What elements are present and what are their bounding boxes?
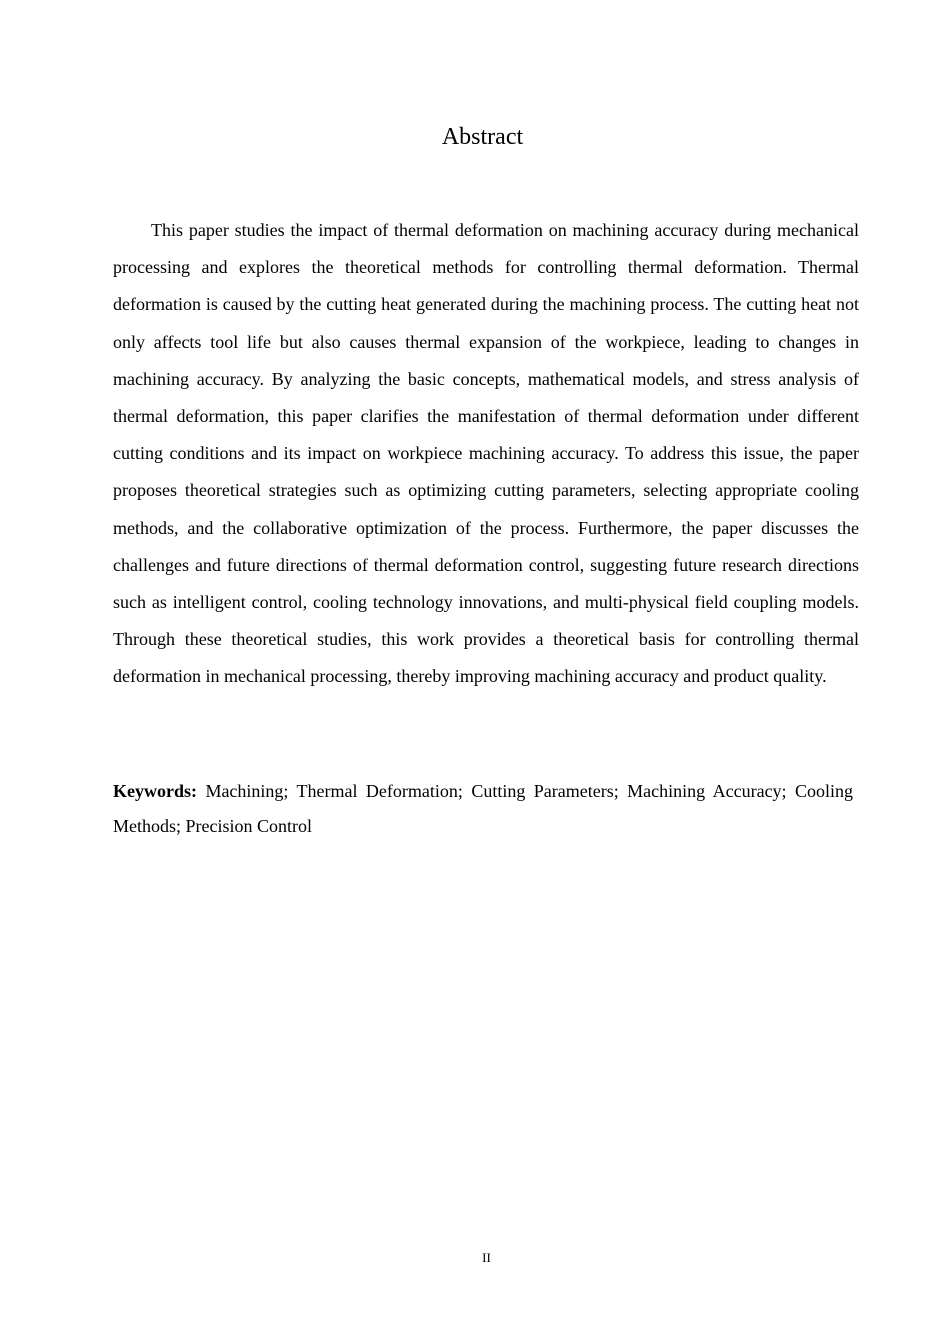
page-title: Abstract [441, 124, 524, 150]
keywords-line [113, 774, 853, 844]
keywords-text: Machining; Thermal Deformation; Cutting Parameters; Machining Accuracy; Cooling Methods; Precision Control [113, 781, 853, 836]
keywords-label: Keywords: [113, 781, 197, 801]
page-number: II [482, 1250, 491, 1265]
abstract-paragraph: This paper studies the impact of thermal deformation on machining accuracy during mechanical processing and explores the theoretical methods for controlling thermal deformation. Thermal deformation is caused by the cutting heat generated during the machining process. The cutting heat not only affects tool life but also causes thermal expansion of the workpiece, leading to changes in machining accuracy. By analyzing the basic concepts, mathematical models, and stress analysis of thermal deformation, this paper clarifies the manifestation of thermal deformation under different cutting conditions and its impact on workpiece machining accuracy. To address this issue, the paper proposes theoretical strategies such as optimizing cutting parameters, selecting appropriate cooling methods, and the collaborative optimization of the process. Furthermore, the paper discusses the challenges and future directions of thermal deformation control, suggesting future research directions such as intelligent control, cooling technology innovations, and multi-physical field coupling models. Through these theoretical studies, this work provides a theoretical basis for controlling thermal deformation in mechanical processing, thereby improving machining accuracy and product quality. [113, 220, 859, 687]
